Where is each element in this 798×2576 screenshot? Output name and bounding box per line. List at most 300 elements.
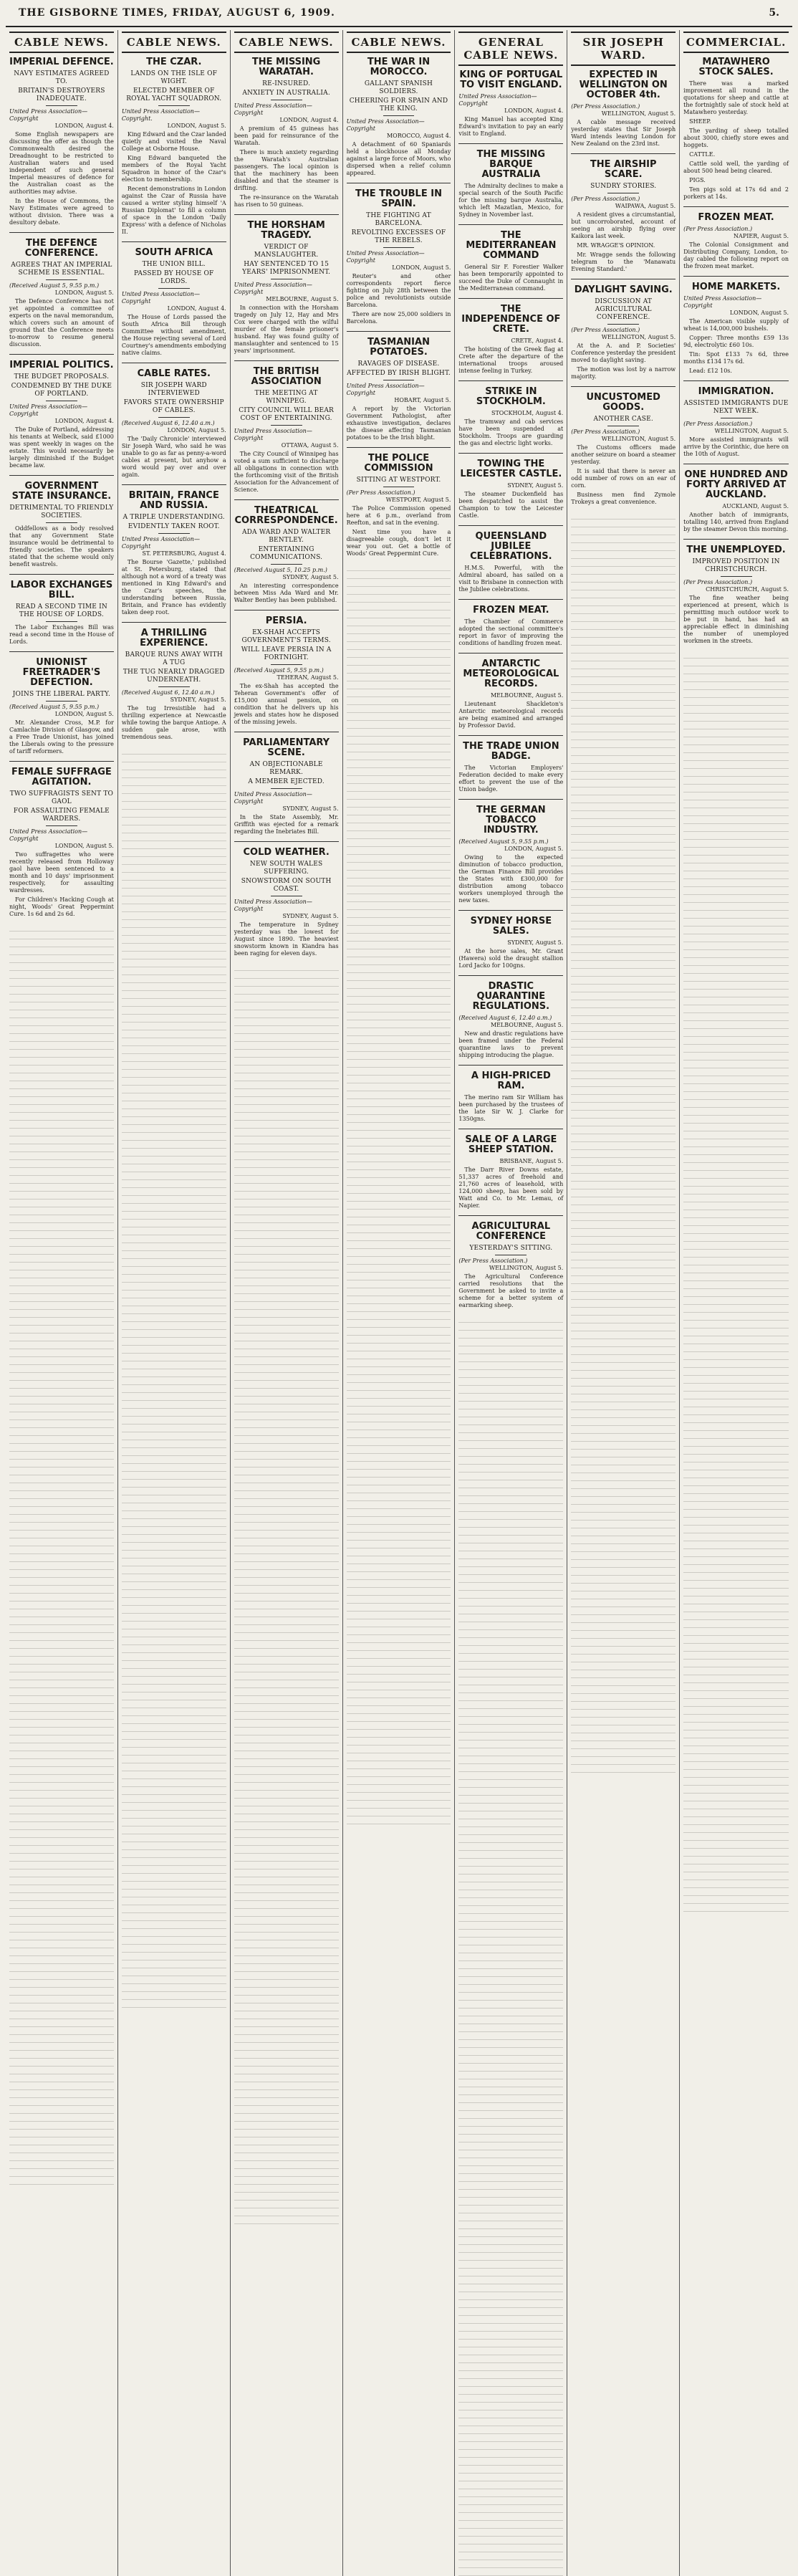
newsprint-line <box>9 1341 114 1349</box>
newsprint-line <box>347 681 451 689</box>
divider-rule <box>271 664 302 665</box>
newsprint-line <box>683 1092 789 1100</box>
newsprint-line <box>458 2521 563 2529</box>
newsprint-line <box>458 1788 563 1796</box>
newsprint-line <box>347 760 451 768</box>
article-body-paragraph: A detachment of 60 Spaniards held a blockhouse all Monday against a large force of Moors, who dispersed when a relief column appeared. <box>346 141 451 176</box>
newsprint-line <box>683 651 789 659</box>
newsprint-line <box>9 2177 114 2185</box>
article <box>9 574 114 646</box>
article-headline: THE HORSHAM TRAGEDY. <box>247 220 325 241</box>
newsprint-line <box>122 1803 226 1811</box>
newsprint-line <box>122 1141 226 1149</box>
newsprint-line <box>347 1501 451 1509</box>
newsprint-line <box>571 1599 676 1607</box>
newsprint-line <box>234 1869 339 1877</box>
newsprint-line <box>347 1391 451 1399</box>
newsprint-line <box>234 1988 339 1996</box>
newsprint-line <box>347 1525 451 1533</box>
newsprint-line <box>9 1617 114 1625</box>
newsprint-line <box>347 1383 451 1391</box>
newsprint-line <box>683 1541 789 1549</box>
newsprint-line <box>9 1625 114 1633</box>
newsprint-line <box>458 1315 563 1323</box>
article-body-paragraph: Recent demonstrations in London against the Czar of Russia have caused a writer styling himself 'A Russian Diplomat' to fill a column of space in the London 'Daily Express' with a defence of Nicholas II. <box>121 186 226 235</box>
article-subheading: FOR ASSAULTING FEMALE WARDERS. <box>13 808 110 823</box>
article-dateline: MELBOURNE, August 5. <box>490 692 564 699</box>
newsprint-line <box>347 1722 451 1730</box>
newsprint-line <box>122 1826 226 1834</box>
newsprint-line <box>9 1704 114 1712</box>
newsprint-line <box>122 1354 226 1361</box>
newsprint-line <box>683 1368 789 1376</box>
newsprint-line <box>683 698 789 706</box>
newsprint-line <box>347 1280 451 1288</box>
newsprint-line <box>234 1042 339 1050</box>
newsprint-line <box>9 1018 114 1026</box>
newsprint-line <box>9 2035 114 2043</box>
newsprint-line <box>122 1495 226 1503</box>
newsprint-line <box>122 1086 226 1093</box>
newsprint-line <box>571 1765 676 1773</box>
newsprint-line <box>347 595 451 603</box>
newsprint-line <box>347 1304 451 1312</box>
newsprint-line <box>9 2106 114 2114</box>
newsprint-line <box>571 1063 676 1071</box>
newsprint-line <box>234 1877 339 1885</box>
newsprint-line <box>571 693 676 701</box>
article-headline: PERSIA. <box>265 616 307 626</box>
newsprint-line <box>571 527 676 535</box>
newsprint-line <box>347 1730 451 1738</box>
newsprint-line <box>9 1720 114 1728</box>
newsprint-line <box>122 1322 226 1330</box>
article <box>234 214 339 355</box>
article-dateline: LONDON, August 5. <box>729 310 789 316</box>
newsprint-line <box>122 1929 226 1937</box>
newsprint-line <box>458 2568 563 2576</box>
newsprint-line <box>458 2064 563 2072</box>
newsprint-line <box>347 823 451 831</box>
article-subheading: SNOWSTORM ON SOUTH COAST. <box>241 878 332 893</box>
article-headline: FEMALE SUFFRAGE AGITATION. <box>11 767 112 787</box>
article <box>347 57 451 177</box>
article-subheading: IMPROVED POSITION IN CHRISTCHURCH. <box>692 558 780 573</box>
newsprint-line <box>122 1503 226 1511</box>
newsprint-line <box>234 1444 339 1452</box>
article-headline: GOVERNMENT STATE INSURANCE. <box>11 481 112 502</box>
newsprint-line <box>122 1787 226 1795</box>
newsprint-line <box>234 1168 339 1176</box>
newsprint-line <box>458 1599 563 1607</box>
newsprint-line <box>458 2135 563 2142</box>
divider-rule <box>46 105 77 106</box>
article-headline: TASMANIAN POTATOES. <box>367 337 430 358</box>
newsprint-line <box>234 2098 339 2106</box>
newsprint-line <box>234 1286 339 1294</box>
newsprint-line <box>683 808 789 816</box>
article-headline: THEATRICAL CORRESPONDENCE. <box>234 505 338 526</box>
newsprint-line <box>122 810 226 818</box>
newsprint-line <box>458 1417 563 1425</box>
newsprint-line <box>9 2169 114 2177</box>
article <box>234 360 339 494</box>
newsprint-line <box>347 1777 451 1785</box>
article-subheading: A TRIPLE UNDERSTANDING. <box>122 514 225 521</box>
newsprint-line <box>9 1192 114 1200</box>
article-dateline: TEHERAN, August 5. <box>277 674 339 681</box>
newsprint-line <box>571 606 676 614</box>
article-subheading: ANXIETY IN AUSTRALIA. <box>242 90 330 97</box>
newsprint-line <box>9 2122 114 2130</box>
article-dateline: MELBOURNE, August 5. <box>490 1022 564 1028</box>
newsprint-line <box>571 835 676 843</box>
article-subheading: ELECTED MEMBER OF ROYAL YACHT SQUADRON. <box>126 87 222 102</box>
newsprint-line <box>571 1544 676 1552</box>
newsprint-line <box>234 1420 339 1428</box>
newsprint-line <box>234 1972 339 1980</box>
newsprint-line <box>122 1054 226 1062</box>
newsprint-line <box>571 906 676 914</box>
article-dateline: HOBART, August 5. <box>394 397 451 403</box>
newsprint-line <box>347 792 451 800</box>
newsprint-line <box>347 949 451 957</box>
newsprint-line <box>122 1685 226 1692</box>
newsprint-line <box>571 1591 676 1599</box>
newsprint-line <box>571 1387 676 1394</box>
newsprint-texture <box>683 651 789 1912</box>
newsprint-line <box>9 1759 114 1767</box>
newsprint-line <box>458 2560 563 2568</box>
newsprint-line <box>122 1661 226 1669</box>
article-dateline: LONDON, August 5. <box>54 289 114 296</box>
newsprint-line <box>683 1392 789 1399</box>
newsprint-line <box>458 1764 563 1772</box>
newsprint-line <box>458 2300 563 2308</box>
newsprint-line <box>683 1518 789 1526</box>
newsprint-line <box>234 2035 339 2043</box>
newsprint-line <box>347 1682 451 1690</box>
newsprint-line <box>347 894 451 902</box>
newsprint-line <box>683 974 789 982</box>
newsprint-line <box>347 650 451 658</box>
newsprint-line <box>458 2497 563 2505</box>
article-subheading: THE BUDGET PROPOSALS. <box>14 373 110 380</box>
newsprint-line <box>458 1922 563 1930</box>
newsprint-line <box>347 1202 451 1210</box>
article <box>234 499 339 604</box>
article-headline: A HIGH-PRICED RAM. <box>471 1071 551 1091</box>
newsprint-line <box>9 1901 114 1909</box>
newsprint-line <box>683 1794 789 1801</box>
article-headline: THE MISSING BARQUE AUSTRALIA <box>476 149 546 180</box>
newsprint-line <box>234 1460 339 1467</box>
newsprint-line <box>347 1533 451 1541</box>
newsprint-line <box>458 2363 563 2371</box>
newsprint-line <box>458 2403 563 2410</box>
newsprint-line <box>234 1310 339 1318</box>
newsprint-line <box>9 1270 114 1278</box>
newsprint-line <box>347 737 451 744</box>
newsprint-line <box>234 1200 339 1207</box>
newsprint-line <box>458 2340 563 2347</box>
article-subheading: THE TUG NEARLY DRAGGED UNDERNEATH. <box>122 669 225 684</box>
newsprint-line <box>122 778 226 786</box>
newsprint-line <box>683 832 789 840</box>
article <box>571 386 676 506</box>
article-subheading: SIR JOSEPH WARD INTERVIEWED <box>140 382 207 397</box>
newsprint-line <box>234 971 339 979</box>
newsprint-line <box>571 1694 676 1702</box>
newsprint-line <box>683 1258 789 1265</box>
article-dateline: LONDON, August 5. <box>167 427 226 434</box>
newsprint-line <box>234 1554 339 1562</box>
column <box>6 30 118 2576</box>
newsprint-line <box>347 1548 451 1556</box>
newsprint-line <box>234 1538 339 1546</box>
article-subheading: RE-INSURED. <box>262 80 311 87</box>
article-subheading: PASSED BY HOUSE OF LORDS. <box>134 270 214 285</box>
newsprint-line <box>571 1111 676 1119</box>
article-body-paragraph: Some English newspapers are discussing the offer as though the Commonwealth desired the Dreadnought to be restricted to Australian waters and used independent of such general Imperial measures of defence for the Australian coast as the authorities may advise. <box>9 131 114 195</box>
newsprint-line <box>122 1874 226 1882</box>
newsprint-line <box>9 1877 114 1885</box>
newsprint-line <box>347 808 451 815</box>
article-body-paragraph: Lieutenant Shackleton's Antarctic meteorological records are being examined and arranged by Professor David. <box>458 701 564 729</box>
newsprint-line <box>347 965 451 973</box>
newsprint-line <box>347 1572 451 1580</box>
newsprint-line <box>683 674 789 682</box>
article-credit: United Press Association—Copyright <box>234 282 312 295</box>
article-dateline: LONDON, August 4. <box>504 107 564 114</box>
newsprint-line <box>9 2059 114 2067</box>
newsprint-line <box>234 1231 339 1239</box>
newsprint-line <box>122 747 226 755</box>
newsprint-line <box>122 1945 226 1953</box>
article-headline: THE BRITISH ASSOCIATION <box>251 366 322 387</box>
newsprint-line <box>458 2513 563 2521</box>
newsprint-line <box>571 1008 676 1016</box>
newsprint-line <box>683 1510 789 1518</box>
divider-rule <box>271 564 302 565</box>
newsprint-line <box>571 1276 676 1284</box>
newsprint-line <box>234 2177 339 2185</box>
newsprint-line <box>122 1109 226 1117</box>
newsprint-line <box>683 1715 789 1723</box>
newsprint-line <box>234 1838 339 1846</box>
newsprint-line <box>683 1699 789 1707</box>
newsprint-line <box>458 2529 563 2537</box>
article <box>458 380 563 447</box>
newsprint-line <box>9 1996 114 2003</box>
article-dateline: WAIPAWA, August 5. <box>615 203 676 209</box>
newsprint-line <box>234 2067 339 2074</box>
newsprint-line <box>347 1265 451 1273</box>
newsprint-line <box>9 1956 114 1964</box>
newsprint-line <box>683 785 789 793</box>
newsprint-line <box>683 1762 789 1770</box>
newsprint-line <box>683 1234 789 1242</box>
newsprint-line <box>234 1594 339 1601</box>
article-body-paragraph: The Customs officers made another seizure on board a steamer yesterday. <box>571 444 676 465</box>
newsprint-line <box>458 2221 563 2229</box>
newsprint-line <box>122 755 226 762</box>
newsprint-line <box>9 2074 114 2082</box>
newsprint-line <box>571 1678 676 1686</box>
newsprint-line <box>347 571 451 579</box>
newsprint-line <box>122 1543 226 1551</box>
article-headline: ANTARCTIC METEOROLOGICAL RECORDS. <box>463 659 559 689</box>
newsprint-line <box>347 776 451 784</box>
newsprint-line <box>683 1053 789 1060</box>
newsprint-line <box>458 2048 563 2056</box>
article <box>9 475 114 568</box>
newsprint-line <box>571 1142 676 1150</box>
newsprint-line <box>122 1551 226 1558</box>
newsprint-line <box>571 1631 676 1639</box>
article-body-paragraph: Owing to the expected diminution of tobacco production, the German Finance Bill provides the States with £300,000 for distribution among tobacco workers unemployed through the new taxes. <box>458 854 564 904</box>
newsprint-line <box>571 1103 676 1111</box>
newsprint-line <box>9 1129 114 1136</box>
newsprint-line <box>234 1688 339 1696</box>
article-headline: THE INDEPENDENCE OF CRETE. <box>461 304 561 335</box>
article-credit: United Press Association—Copyright <box>458 93 537 107</box>
newsprint-line <box>9 1822 114 1830</box>
article <box>458 599 563 647</box>
newsprint-line <box>458 1536 563 1543</box>
newsprint-line <box>458 1993 563 2001</box>
article-headline: IMPERIAL DEFENCE. <box>9 57 114 67</box>
article-dateline: SYDNEY, August 5. <box>507 939 564 946</box>
newsprint-line <box>347 1005 451 1012</box>
newsprint-line <box>347 713 451 721</box>
newsprint-line <box>347 1351 451 1359</box>
newsprint-line <box>234 1152 339 1160</box>
article-credit: United Press Association—Copyright <box>346 250 425 264</box>
newsprint-line <box>234 1026 339 1034</box>
newsprint-line <box>683 1652 789 1660</box>
newsprint-line <box>458 2284 563 2292</box>
newsprint-line <box>234 1136 339 1144</box>
newsprint-line <box>571 1718 676 1725</box>
newsprint-line <box>347 1801 451 1809</box>
article-headline: MATAWHERO STOCK SALES. <box>698 57 774 77</box>
newsprint-line <box>347 1139 451 1146</box>
article-subheading: HAY SENTENCED TO 15 YEARS' IMPRISONMENT. <box>242 261 331 276</box>
newsprint-line <box>458 1575 563 1583</box>
newsprint-line <box>458 2489 563 2497</box>
newsprint-line <box>571 1300 676 1308</box>
newsprint-line <box>571 1323 676 1331</box>
newsprint-line <box>122 896 226 904</box>
article-subheading: CONDEMNED BY THE DUKE OF PORTLAND. <box>11 383 112 398</box>
article <box>9 651 114 755</box>
newsprint-line <box>683 1817 789 1825</box>
article-headline: THE DEFENCE CONFERENCE. <box>24 238 99 259</box>
newsprint-line <box>571 1016 676 1024</box>
article-body-paragraph: The Defence Conference has not yet appointed a committee of experts on the naval memorandum, which covers such an amount of ground that the Conference meets to-morrow to resume general discussion. <box>9 298 114 348</box>
newsprint-line <box>9 1988 114 1996</box>
article-subheading: JOINS THE LIBERAL PARTY. <box>12 691 111 698</box>
newsprint-line <box>458 1630 563 1638</box>
newsprint-line <box>347 886 451 894</box>
divider-rule <box>158 417 190 418</box>
newsprint-line <box>9 1373 114 1381</box>
article-body-paragraph: In the State Assembly, Mr. Griffith was ejected for a remark regarding the Inebriates Bill. <box>234 814 339 835</box>
newsprint-line <box>571 701 676 709</box>
article-body-paragraph: King Edward and the Czar landed quietly and visited the Naval College at Osborne House. <box>121 131 226 152</box>
article-subheading: ADA WARD AND WALTER BENTLEY. <box>241 529 331 544</box>
article-body-paragraph: At the horse sales, Mr. Grant (Hawera) sold the draught stallion Lord Jacko for 100gns. <box>458 948 564 969</box>
newsprint-line <box>571 1489 676 1497</box>
newsprint-line <box>234 2082 339 2090</box>
newsprint-line <box>571 1205 676 1213</box>
newsprint-line <box>234 1341 339 1349</box>
newsprint-line <box>347 1194 451 1202</box>
newsprint-line <box>234 1144 339 1152</box>
newsprint-line <box>458 2552 563 2560</box>
article-body-paragraph: The tug Irresistible had a thrilling experience at Newcastle while towing the barque Antiope. A sudden gale arose, with tremendous seas. <box>121 705 226 740</box>
newsprint-line <box>683 793 789 800</box>
newsprint-line <box>571 1521 676 1528</box>
newsprint-line <box>683 1825 789 1833</box>
newsprint-line <box>571 1237 676 1245</box>
newsprint-line <box>347 1052 451 1060</box>
newsprint-line <box>122 1007 226 1015</box>
article-credit: United Press Association—Copyright <box>234 428 312 441</box>
newsprint-line <box>234 1933 339 1940</box>
article-headline: ONE HUNDRED AND FORTY ARRIVED AT AUCKLAND. <box>684 469 788 500</box>
newsprint-line <box>571 1568 676 1576</box>
newsprint-line <box>9 1215 114 1223</box>
article-headline: COLD WEATHER. <box>243 847 330 858</box>
newsprint-line <box>234 2161 339 2169</box>
newsprint-line <box>458 1449 563 1457</box>
newsprint-line <box>234 1302 339 1310</box>
newsprint-line <box>458 2371 563 2379</box>
newsprint-line <box>234 1207 339 1215</box>
newsprint-line <box>571 969 676 977</box>
newsprint-line <box>234 1893 339 1901</box>
newsprint-line <box>347 658 451 666</box>
newsprint-line <box>458 1567 563 1575</box>
article-headline: TOWING THE LEICESTER CASTLE. <box>460 459 562 479</box>
newsprint-line <box>571 732 676 740</box>
newsprint-line <box>9 1026 114 1034</box>
newsprint-line <box>122 1692 226 1700</box>
article-dateline: SYDNEY, August 5. <box>282 574 339 580</box>
newsprint-line <box>683 982 789 990</box>
newsprint-line <box>9 1917 114 1925</box>
column-header: COMMERCIAL. <box>683 32 789 53</box>
newsprint-line <box>122 975 226 983</box>
article-body-paragraph: The Victorian Employers' Federation decided to make every effort to prevent the use of the Union badge. <box>458 765 564 793</box>
newsprint-line <box>458 2466 563 2474</box>
article-body-paragraph: General Sir F. Forestier Walker has been temporarily appointed to succeed the Duke of Connaught in the Mediterranean command. <box>458 264 564 292</box>
newsprint-line <box>234 1649 339 1657</box>
newsprint-line <box>683 840 789 848</box>
newsprint-line <box>234 1467 339 1475</box>
newsprint-line <box>9 1302 114 1310</box>
newsprint-line <box>683 1289 789 1297</box>
newsprint-line <box>458 1512 563 1520</box>
newsprint-line <box>458 1662 563 1670</box>
article-body-paragraph: The motion was lost by a narrow majority. <box>571 366 676 380</box>
newsprint-line <box>347 1367 451 1375</box>
newsprint-line <box>571 622 676 630</box>
article-dateline: LONDON, August 5. <box>504 846 564 852</box>
newsprint-line <box>234 1113 339 1121</box>
